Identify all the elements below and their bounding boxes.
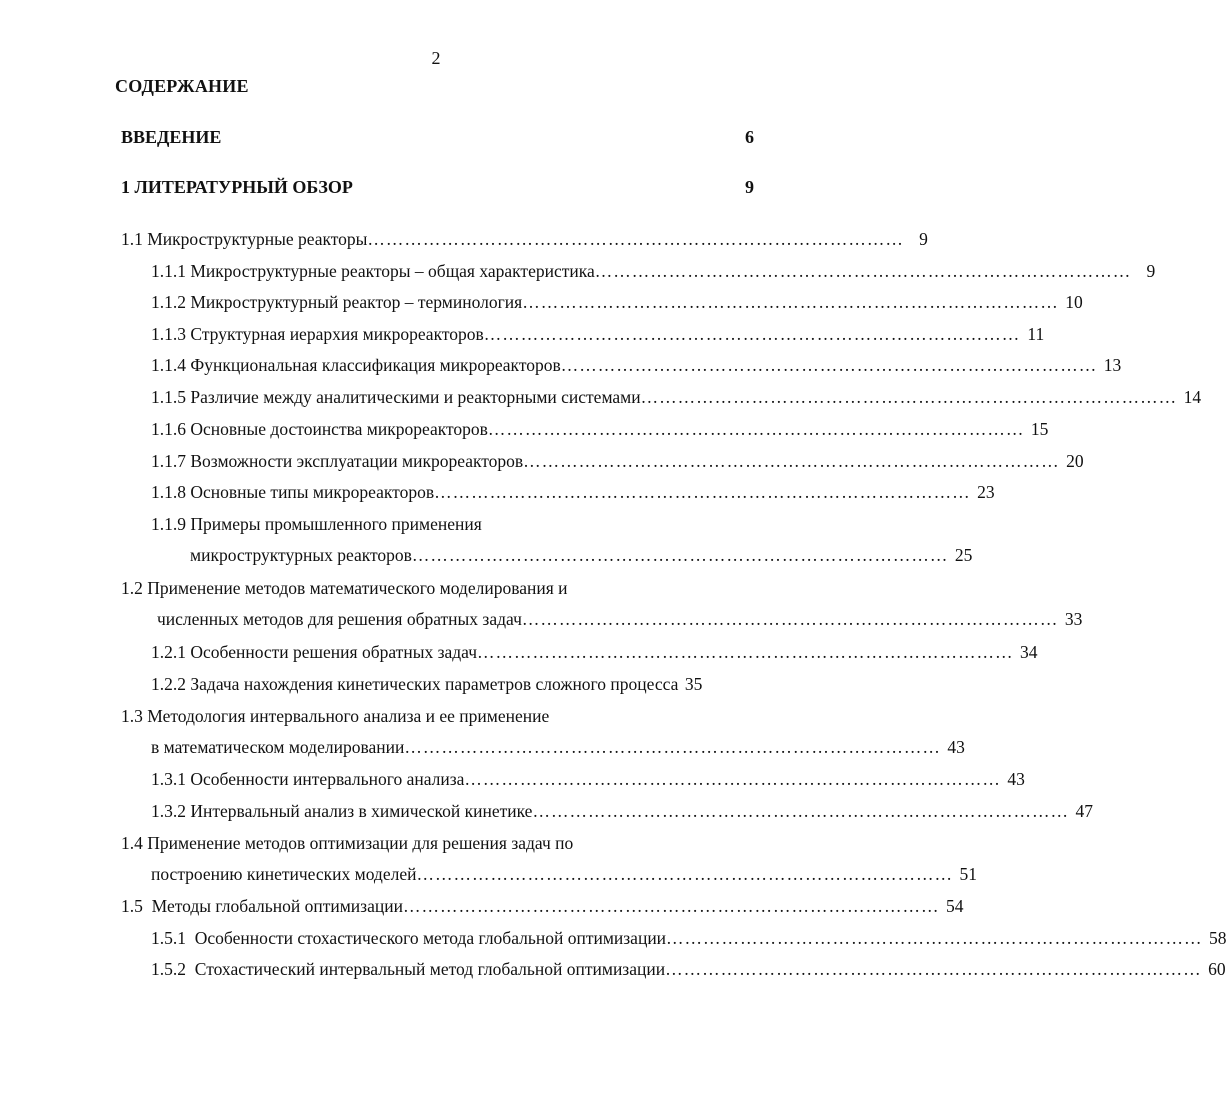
section-label: 1 ЛИТЕРАТУРНЫЙ ОБЗОР	[121, 177, 353, 197]
toc-item-page: 15	[1030, 419, 1049, 439]
toc-item	[121, 895, 964, 917]
toc-item-text: 1.3.2 Интервальный анализ в химической кинетике	[151, 801, 533, 821]
dot-leader: ……………………………………………………………………………	[464, 769, 1001, 789]
dot-leader: ……………………………………………………………………………	[665, 959, 1202, 979]
toc-item-text: 1.1.6 Основные достоинства микрореакторов	[151, 419, 488, 439]
toc-item-page: 43	[947, 737, 965, 757]
toc-item-page: 35	[684, 674, 703, 694]
dot-leader: ……………………………………………………………………………	[666, 928, 1203, 948]
toc-item-page: 14	[1183, 387, 1202, 407]
toc-item-text: 1.2.2 Задача нахождения кинетических параметров сложного процесса	[151, 674, 679, 694]
section-label: ВВЕДЕНИЕ	[121, 127, 222, 147]
toc-item	[151, 291, 1083, 313]
dot-leader: ……………………………………………………………………………	[434, 482, 971, 502]
toc-item	[151, 641, 1038, 663]
dot-leader: ……………………………………………………………………………	[487, 419, 1025, 439]
dot-leader: ……………………………………………………………………………	[560, 355, 1098, 375]
toc-section-introduction	[121, 127, 754, 148]
section-page: 9	[745, 177, 754, 197]
toc-item	[151, 768, 1025, 790]
page-number: 2	[431, 48, 441, 68]
dot-leader: ……………………………………………………………………………	[521, 609, 1059, 629]
toc-item-text: 1.3 Методология интервального анализа и ее применение	[121, 706, 550, 726]
toc-item-page: 13	[1103, 355, 1122, 375]
toc-item-text: 1.1.1 Микроструктурные реакторы – общая характеристика	[151, 261, 595, 281]
toc-item-page: 34	[1020, 642, 1038, 662]
toc-item-text: 1.1.2 Микроструктурный реактор – терминология	[151, 292, 523, 312]
toc-item	[151, 958, 1226, 980]
toc-item	[157, 608, 1083, 630]
toc-item-text: 1.3.1 Особенности интервального анализа	[151, 769, 465, 789]
toc-item-text: численных методов для решения обратных задач	[157, 609, 522, 629]
toc-item-text: 1.2.1 Особенности решения обратных задач	[151, 642, 478, 662]
section-page: 6	[745, 127, 754, 147]
toc-item-text: 1.1.9 Примеры промышленного применения	[151, 514, 482, 534]
toc-item	[151, 863, 977, 885]
toc-item-text: 1.1.4 Функциональная классификация микрореакторов	[151, 355, 561, 375]
toc-item	[151, 800, 1093, 822]
toc-item	[151, 354, 1122, 376]
toc-item	[121, 228, 928, 250]
toc-item-text: построению кинетических моделей	[151, 864, 417, 884]
toc-item	[151, 481, 995, 503]
toc-item-page: 54	[945, 896, 964, 916]
dot-leader: ……………………………………………………………………………	[416, 864, 953, 884]
toc-item-text: микроструктурных реакторов	[190, 545, 412, 565]
dot-leader: ……………………………………………………………………………	[594, 261, 1132, 281]
dot-leader: ……………………………………………………………………………	[522, 292, 1059, 312]
toc-item-page: 43	[1007, 769, 1025, 789]
toc-item-page: 58	[1209, 928, 1227, 948]
toc-item	[151, 418, 1049, 440]
toc-item-page: 10	[1065, 292, 1083, 312]
toc-item-page: 9	[1146, 261, 1156, 281]
toc-item	[151, 736, 965, 758]
dot-leader: ……………………………………………………………………………	[523, 451, 1060, 471]
dot-leader: ……………………………………………………………………………	[411, 545, 949, 565]
toc-item	[190, 544, 973, 566]
toc-item-text: 1.4 Применение методов оптимизации для решения задач по	[121, 833, 574, 853]
toc-item-page: 47	[1075, 801, 1093, 821]
toc-item-text: 1.1.8 Основные типы микрореакторов	[151, 482, 435, 502]
dot-leader: ……………………………………………………………………………	[477, 642, 1014, 662]
toc-item-page: 51	[959, 864, 977, 884]
toc-item-page: 33	[1064, 609, 1083, 629]
toc-item-text: 1.5 Методы глобальной оптимизации	[121, 896, 403, 916]
toc-item-text: 1.2 Применение методов математического моделирования и	[121, 578, 568, 598]
toc-item-text: в математическом моделировании	[151, 737, 405, 757]
dot-leader: ……………………………………………………………………………	[367, 229, 904, 249]
toc-item	[151, 386, 1202, 408]
toc-item-text: 1.1.5 Различие между аналитическими и реакторными системами	[151, 387, 641, 407]
dot-leader: ……………………………………………………………………………	[404, 737, 941, 757]
page-title: СОДЕРЖАНИЕ	[115, 76, 249, 96]
toc-item	[151, 673, 754, 695]
toc-item-text: 1.5.2 Стохастический интервальный метод глобальной оптимизации	[151, 959, 666, 979]
toc-item-text: 1.1.7 Возможности эксплуатации микрореакторов	[151, 451, 524, 471]
toc-item-text: 1.1.3 Структурная иерархия микрореакторов	[151, 324, 484, 344]
toc-item-page: 11	[1027, 324, 1045, 344]
dot-leader: ……………………………………………………………………………	[532, 801, 1069, 821]
dot-leader: ……………………………………………………………………………	[483, 324, 1021, 344]
toc-item-text: 1.1 Микроструктурные реакторы	[121, 229, 368, 249]
toc-item	[151, 260, 1156, 282]
dot-leader: ……………………………………………………………………………	[640, 387, 1178, 407]
toc-section-literature-review	[121, 177, 754, 198]
dot-leader: ……………………………………………………………………………	[402, 896, 940, 916]
toc-item-text: 1.5.1 Особенности стохастического метода глобальной оптимизации	[151, 928, 667, 948]
toc-item-page: 60	[1208, 959, 1226, 979]
toc-item	[151, 927, 1227, 949]
toc-item-page: 20	[1066, 451, 1084, 471]
toc-item	[151, 323, 1045, 345]
toc-item-page: 23	[977, 482, 995, 502]
toc-item-page: 25	[954, 545, 973, 565]
toc-item-page: 9	[919, 229, 928, 249]
toc-item	[151, 450, 1084, 472]
